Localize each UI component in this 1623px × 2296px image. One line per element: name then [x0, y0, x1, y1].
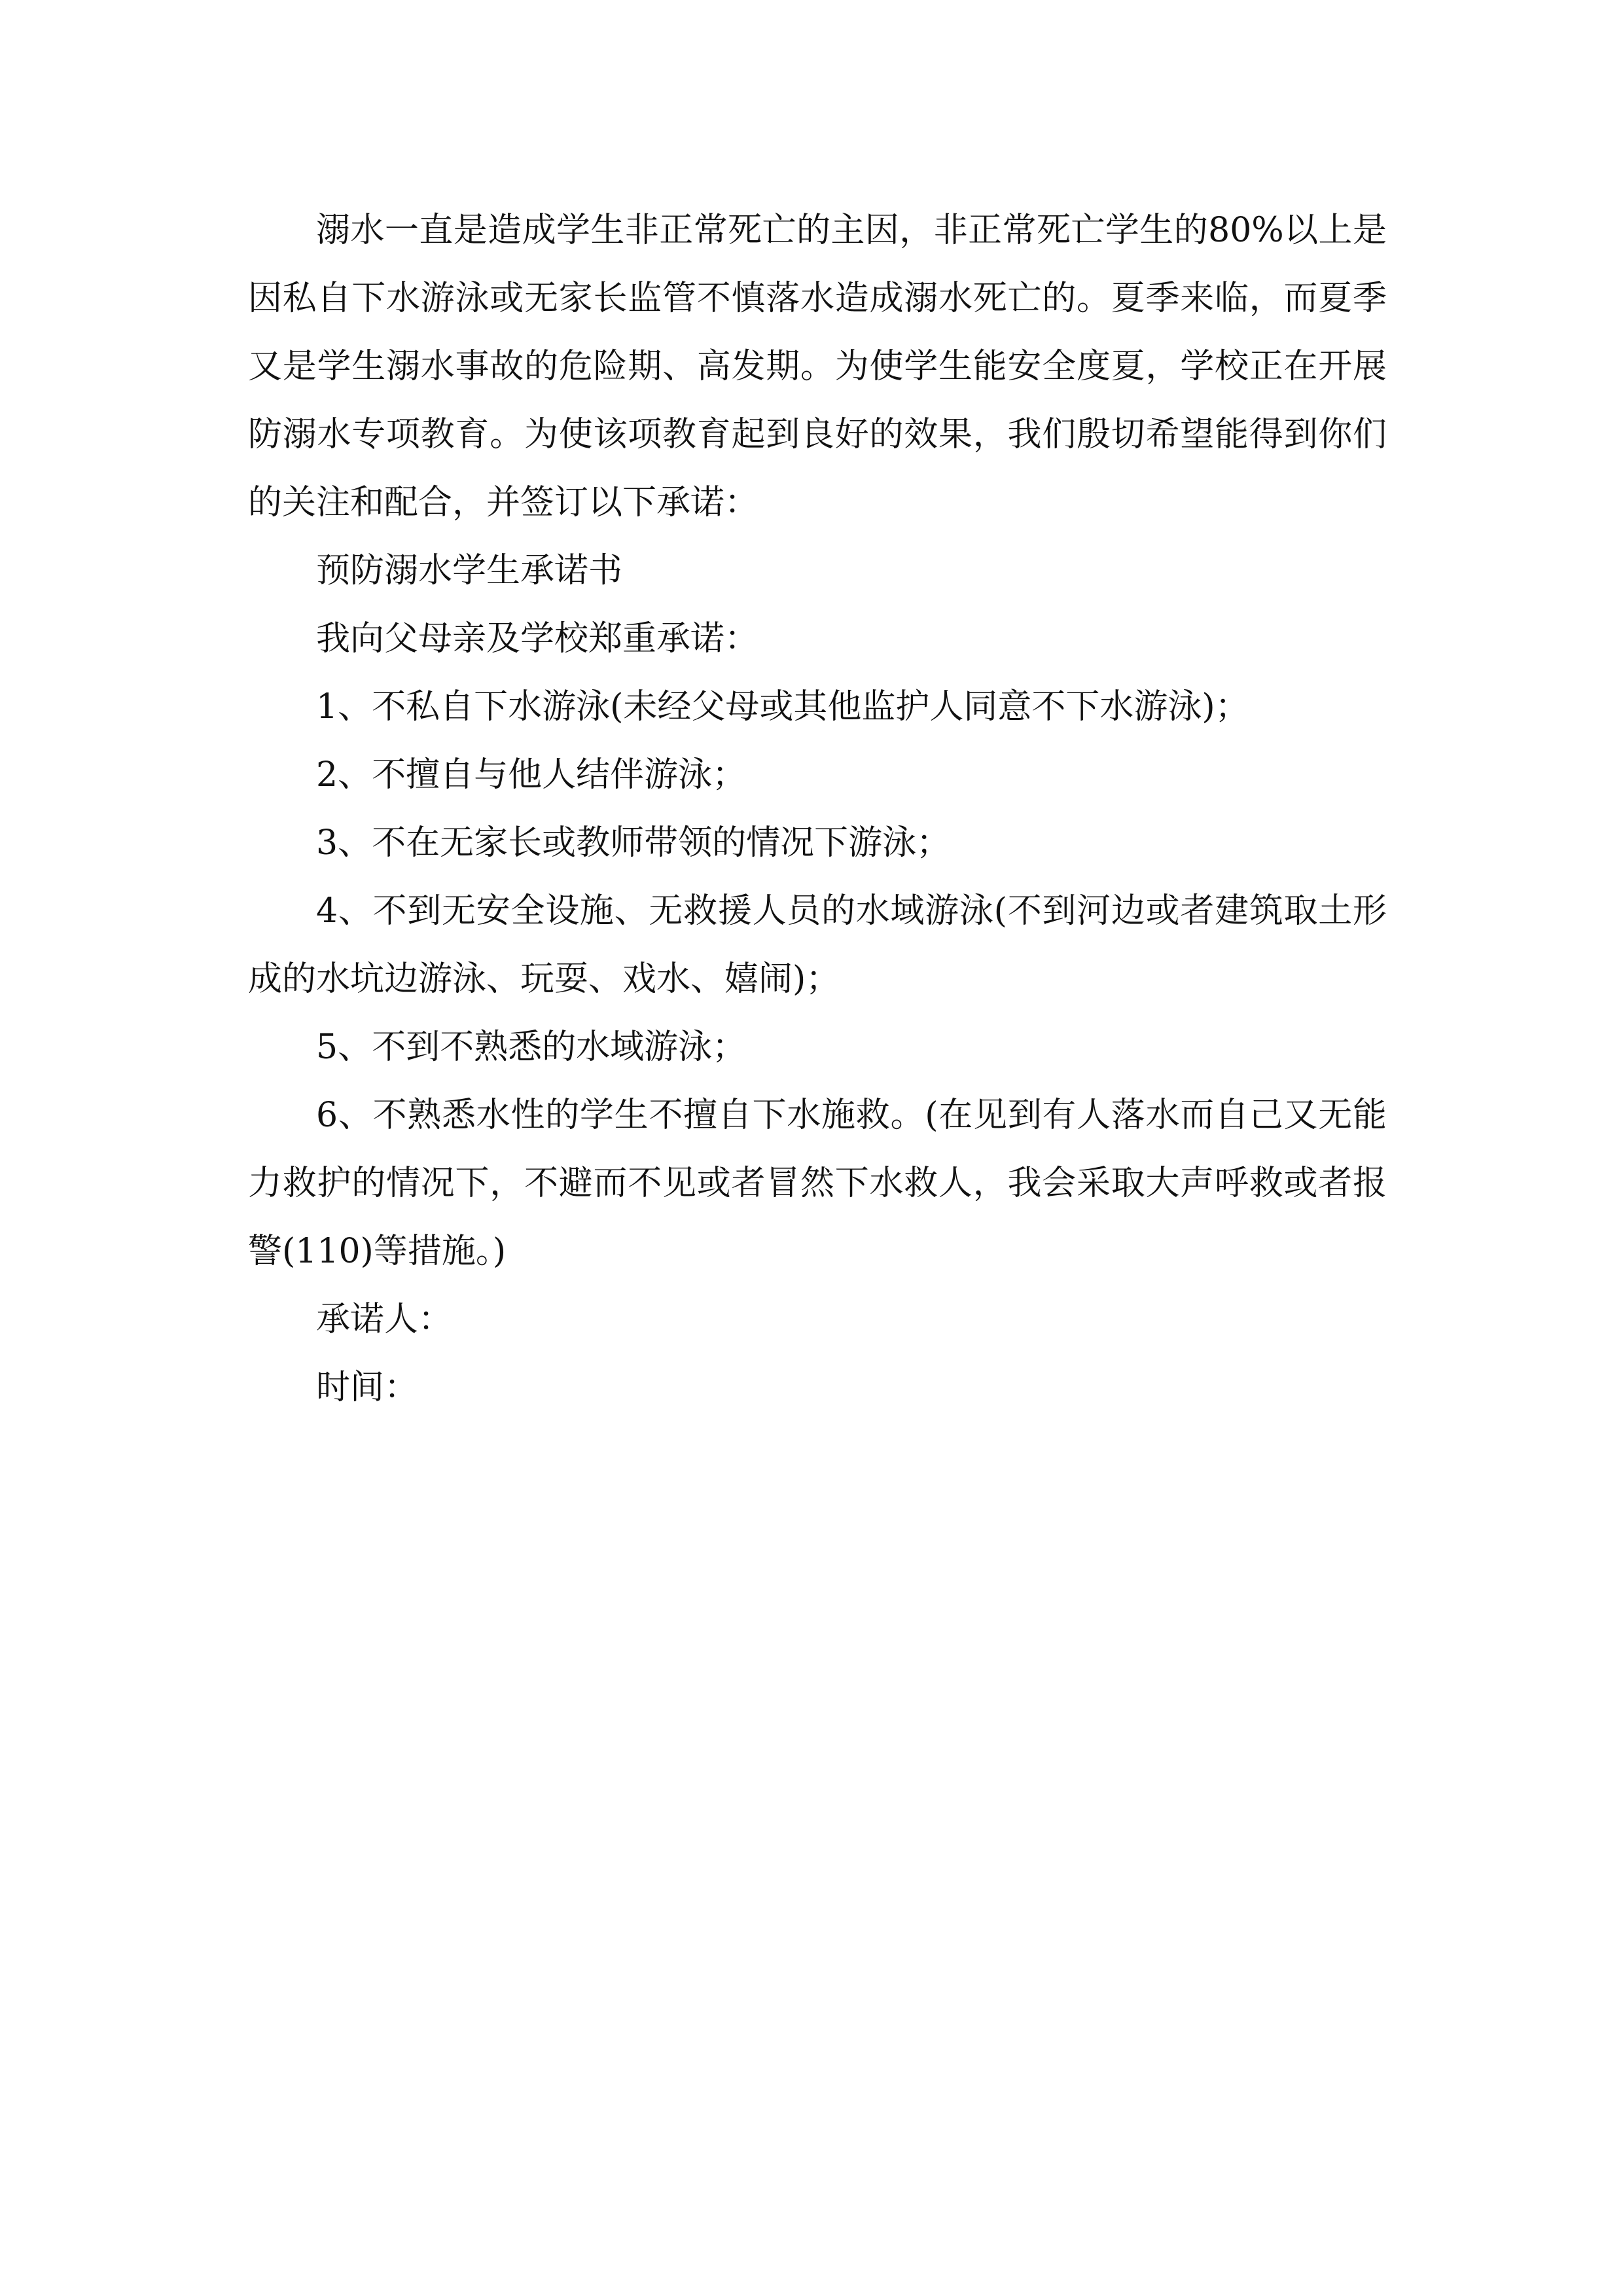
- document-body: [248, 196, 1387, 1422]
- pledge-item-1: 1、不私自下水游泳(未经父母或其他监护人同意不下水游泳)；: [316, 687, 1249, 726]
- pledge-item-4: 4、不到无安全设施、无救援人员的水域游泳(不到河边或者建筑取土形成的水坑边游泳、玩耍、戏水、嬉闹)；: [248, 891, 1387, 999]
- pledge-item-5: 5、不到不熟悉的水域游泳；: [316, 1028, 747, 1067]
- pledge-item-2: 2、不擅自与他人结伴游泳；: [316, 755, 747, 795]
- pledge-item-6: 6、不熟悉水性的学生不擅自下水施救。(在见到有人落水而自己又无能力救护的情况下，不避而不见或者冒然下水救人，我会采取大声呼救或者报警(110)等措施。): [248, 1096, 1387, 1271]
- pledge-title: 预防溺水学生承诺书: [316, 551, 623, 590]
- pledge-item-3: 3、不在无家长或教师带领的情况下游泳；: [316, 823, 951, 863]
- intro-paragraph: 溺水一直是造成学生非正常死亡的主因，非正常死亡学生的80%以上是因私自下水游泳或无家长监管不慎落水造成溺水死亡的。夏季来临，而夏季又是学生溺水事故的危险期、高发期。为使学生能安全度夏，学校正在开展防溺水专项教育。为使该项教育起到良好的效果，我们殷切希望能得到你们的关注和配合，并签订以下承诺：: [248, 211, 1387, 522]
- pledge-intro: 我向父母亲及学校郑重承诺：: [316, 619, 759, 658]
- promiser-label: 承诺人：: [316, 1300, 453, 1339]
- date-label: 时间：: [316, 1368, 419, 1407]
